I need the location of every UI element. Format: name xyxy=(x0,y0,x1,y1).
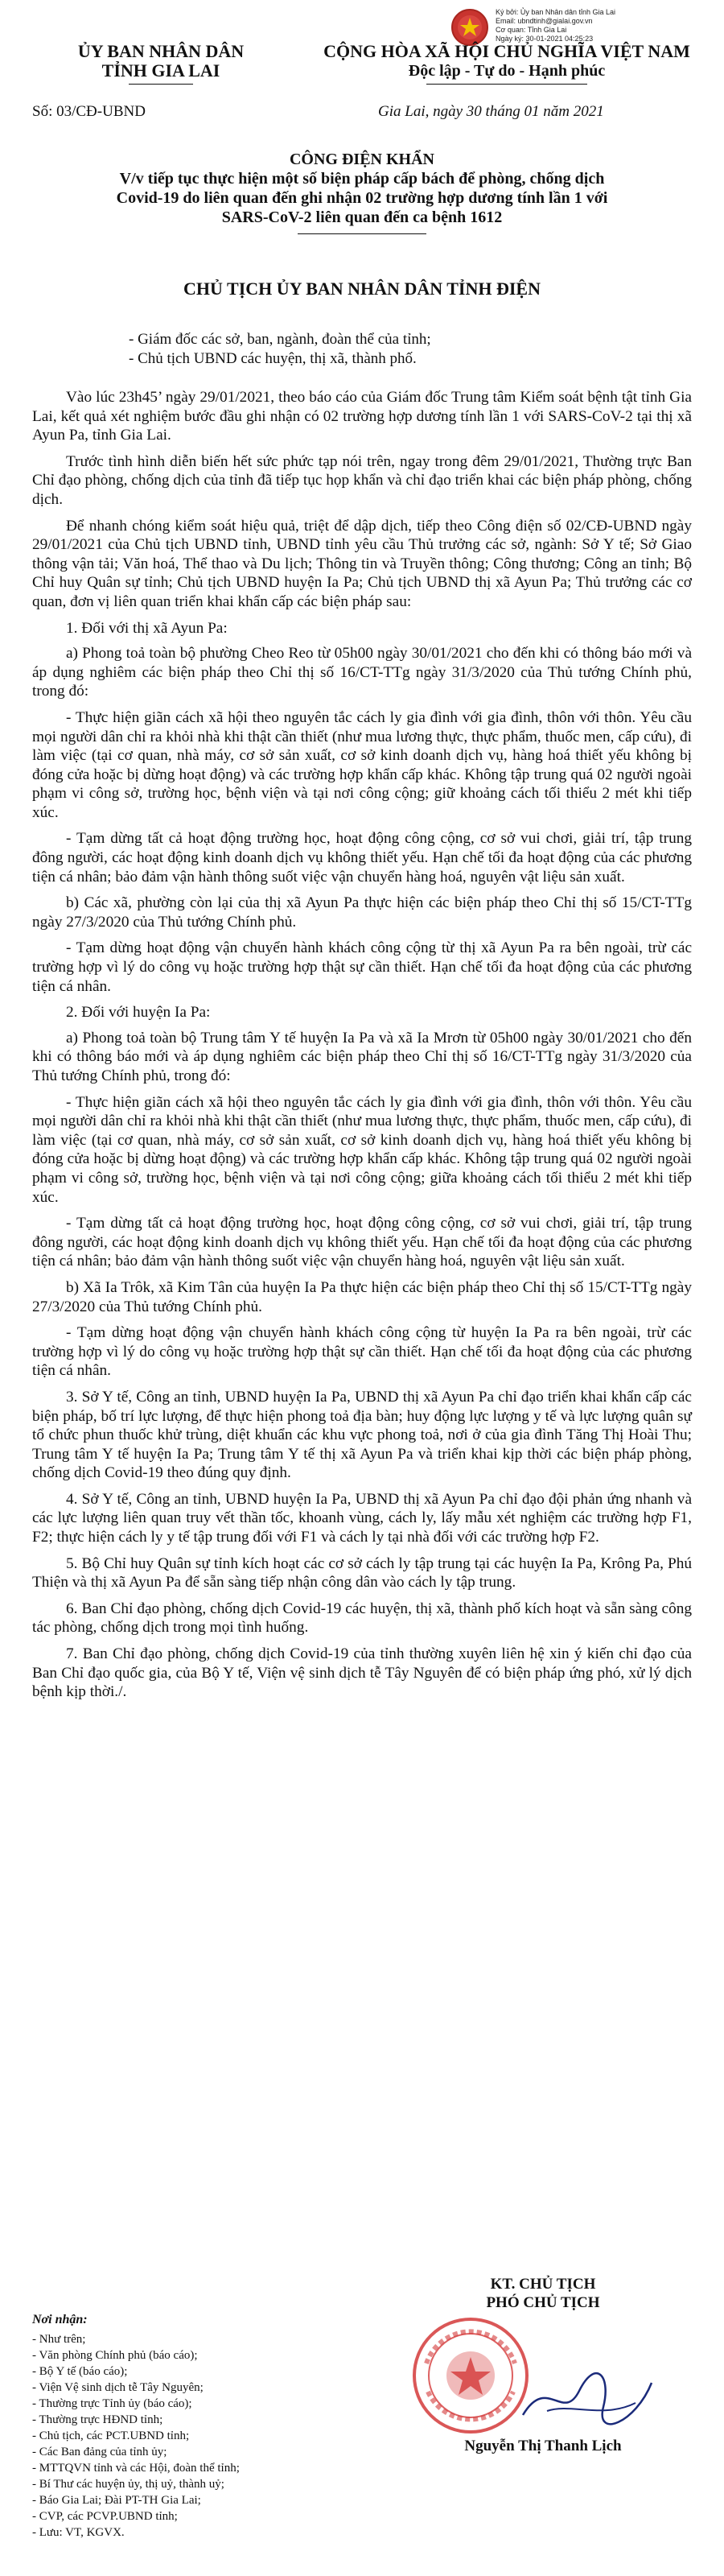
agency-name: ỦY BAN NHÂN DÂN xyxy=(77,41,245,61)
document-number: Số: 03/CĐ-UBND xyxy=(32,103,146,120)
signature-line: Ký bởi: Ủy ban Nhân dân tỉnh Gia Lai xyxy=(496,8,615,16)
title-type: CÔNG ĐIỆN KHẨN xyxy=(289,151,434,168)
receiver-item: - Thường trực Tỉnh ủy (báo cáo); xyxy=(32,2397,192,2410)
body-paragraph: a) Phong toả toàn bộ Trung tâm Y tế huyện Ia Pa và xã Ia Mrơn từ 05h00 ngày 30/01/2021 cho đến khi có thông báo mới và áp dụng nghiêm các biện pháp theo Chỉ thị số 16/CT-TTg ngày 31/3/2020 của Thủ tướng Chính phủ, trong đó: xyxy=(32,1029,692,1084)
section-heading: 2. Đối với huyện Ia Pa: xyxy=(66,1004,211,1022)
recipients xyxy=(129,330,431,369)
signature-line: Ngày ký: 30-01-2021 04:25:23 xyxy=(496,35,594,43)
divider xyxy=(298,233,426,234)
agency-header xyxy=(32,42,290,85)
body-paragraph: - Thực hiện giãn cách xã hội theo nguyên tắc cách ly gia đình với gia đình, thôn với thôn. Yêu cầu mọi người dân chỉ ra khỏi nhà khi thật cần thiết (như mua lương thực, thực phẩm, thuốc men, cấp cứu), đi làm việc (tại cơ quan, nhà máy, cơ sở sản xuất, cơ sở kinh doanh dịch vụ, hàng hoá thiết yếu không bị đóng cửa hoặc bị dừng hoạt động) và các trường hợp khẩn cấp khác. Không tập trung quá 02 người ngoài phạm vi công sở, trường học, bệnh viện và tại nơi công cộng; giữ khoảng cách tối thiểu 2 mét khi tiếp xúc. xyxy=(32,708,692,821)
divider xyxy=(426,84,587,85)
body-paragraph: - Tạm dừng tất cả hoạt động trường học, hoạt động công cộng, cơ sở vui chơi, giải trí, tập trung đông người, các hoạt động kinh doanh dịch vụ không thiết yếu. Hạn chế tối đa hoạt động của các phương tiện cá nhân; bảo đảm vận hành thông suốt việc vận chuyển hàng hoá, nguyên vật liệu sản xuất. xyxy=(32,1215,692,1270)
body-paragraph: - Thực hiện giãn cách xã hội theo nguyên tắc cách ly gia đình với gia đình, thôn với thôn. Yêu cầu mọi người dân chỉ ra khỏi nhà khi thật cần thiết (như mua lương thực, thực phẩm, thuốc men, cấp cứu), đi làm việc (tại cơ quan, nhà máy, cơ sở sản xuất, cơ sở kinh doanh dịch vụ, hàng hoá thiết yếu không bị đóng cửa hoặc bị dừng hoạt động) và các trường hợp khẩn cấp khác. Không tập trung quá 02 người ngoài phạm vi công sở, trường học, bệnh viện và tại nơi công cộng; giữa khoảng cách tối thiểu 2 mét khi tiếp xúc. xyxy=(32,1093,692,1206)
body-paragraph: 6. Ban Chỉ đạo phòng, chống dịch Covid-19 các huyện, thị xã, thành phố kích hoạt và sẵn sàng công tác phòng, chống dịch trong mọi tình huống. xyxy=(32,1600,692,1637)
body-paragraph: b) Xã Ia Trôk, xã Kim Tân của huyện Ia Pa thực hiện các biện pháp theo Chỉ thị số 15/CT-TTg ngày 27/3/2020 của Thủ tướng Chính phủ. xyxy=(32,1278,692,1315)
title-subject-line: Covid-19 do liên quan đến ghi nhận 02 trường hợp dương tính lần 1 với xyxy=(116,189,608,207)
body-paragraph: Vào lúc 23h45’ ngày 29/01/2021, theo báo cáo của Giám đốc Trung tâm Kiểm soát bệnh tật tỉnh Gia Lai, kết quả xét nghiệm bước đầu ghi nhận có 02 trường hợp dương tính lần 1 với SARS-CoV-2 tại thị xã Ayun Pa, tỉnh Gia Lai. xyxy=(32,389,692,444)
receiver-item: - Chủ tịch, các PCT.UBND tỉnh; xyxy=(32,2429,190,2442)
agency-province: TỈNH GIA LAI xyxy=(101,60,220,80)
document-body xyxy=(32,388,692,1709)
receiver-item: - Bộ Y tế (báo cáo); xyxy=(32,2365,128,2378)
receiver-item: - Các Ban đảng của tỉnh ủy; xyxy=(32,2446,167,2458)
body-paragraph: b) Các xã, phường còn lại của thị xã Ayun Pa thực hiện các biện pháp theo Chỉ thị số 15/CT-TTg ngày 27/3/2020 của Thủ tướng Chính phủ. xyxy=(32,894,692,931)
receiver-item: - CVP, các PCVP.UBND tỉnh; xyxy=(32,2510,178,2523)
place-date: Gia Lai, ngày 30 tháng 01 năm 2021 xyxy=(378,103,604,120)
section-heading: 1. Đối với thị xã Ayun Pa: xyxy=(66,619,228,637)
recipient-item: - Giám đốc các sở, ban, ngành, đoàn thể của tỉnh; xyxy=(129,331,431,348)
nation-name: CỘNG HÒA XÃ HỘI CHỦ NGHĨA VIỆT NAM xyxy=(323,41,690,61)
receivers-title: Nơi nhận: xyxy=(32,2313,88,2326)
body-paragraph: Trước tình hình diễn biến hết sức phức tạp nói trên, ngay trong đêm 29/01/2021, Thường trực Ban Chỉ đạo phòng, chống dịch của tỉnh đã tiếp tục họp khẩn và chỉ đạo triển khai các biện pháp phòng, chống dịch. xyxy=(32,452,692,508)
body-paragraph: - Tạm dừng hoạt động vận chuyển hành khách công cộng từ thị xã Ayun Pa ra bên ngoài, trừ các trường hợp vì lý do công vụ hoặc trường hợp thật sự cần thiết. Hạn chế tối đa hoạt động của các phương tiện cá nhân. xyxy=(32,939,692,995)
body-paragraph: 3. Sở Y tế, Công an tỉnh, UBND huyện Ia Pa, UBND thị xã Ayun Pa chỉ đạo triển khai khẩn cấp các biện pháp, bố trí lực lượng, để thực hiện phong toả địa bàn; huy động lực lượng y tế và lực lượng quân sự tổ chức phun thuốc khử trùng, diệt khuẩn các khu vực phong toả, nơi ở của gia đình Tăng Thị Hoài Thu; Trung tâm Y tế huyện Ia Pa; Trung tâm Y tế thị xã Ayun Pa và triển khai kịp thời các biện pháp phòng, chống dịch Covid-19 theo đúng quy định. xyxy=(32,1388,692,1482)
divider xyxy=(129,84,193,85)
signature-block xyxy=(378,2275,708,2312)
receiver-item: - MTTQVN tỉnh và các Hội, đoàn thể tỉnh; xyxy=(32,2462,240,2475)
title-subject-line: V/v tiếp tục thực hiện một số biện pháp cấp bách để phòng, chống dịch xyxy=(119,170,605,188)
document-title xyxy=(48,150,676,234)
receiver-item: - Như trên; xyxy=(32,2333,86,2346)
sender: CHỦ TỊCH ỦY BAN NHÂN DÂN TỈNH ĐIỆN xyxy=(183,279,541,299)
receivers-list xyxy=(32,2312,354,2541)
signer-name: Nguyễn Thị Thanh Lịch xyxy=(464,2438,622,2454)
body-paragraph: 7. Ban Chỉ đạo phòng, chống dịch Covid-19 của tỉnh thường xuyên liên hệ xin ý kiến chỉ đạo của Ban Chỉ đạo quốc gia, của Bộ Y tế, Viện vệ sinh dịch tễ Tây Nguyên để có biện pháp ứng phó, xử lý dịch bệnh kịp thời./. xyxy=(32,1645,692,1701)
receiver-item: - Lưu: VT, KGVX. xyxy=(32,2526,125,2539)
body-paragraph: 5. Bộ Chỉ huy Quân sự tỉnh kích hoạt các cơ sở cách ly tập trung tại các huyện Ia Pa, Krông Pa, Phú Thiện và thị xã Ayun Pa để sẵn sàng tiếp nhận công dân vào cách ly tập trung. xyxy=(32,1554,692,1591)
receiver-item: - Viện Vệ sinh dịch tễ Tây Nguyên; xyxy=(32,2381,204,2394)
signature-line: Cơ quan: Tỉnh Gia Lai xyxy=(496,26,567,34)
signature-position: PHÓ CHỦ TỊCH xyxy=(486,2294,600,2311)
nation-header xyxy=(306,42,708,85)
body-paragraph: a) Phong toả toàn bộ phường Cheo Reo từ 05h00 ngày 30/01/2021 cho đến khi có thông báo mới và áp dụng nghiêm các biện pháp theo Chỉ thị số 16/CT-TTg ngày 31/3/2020 của Thủ tướng Chính phủ, trong đó: xyxy=(32,645,692,700)
receiver-item: - Văn phòng Chính phủ (báo cáo); xyxy=(32,2349,198,2362)
receiver-item: - Thường trực HĐND tỉnh; xyxy=(32,2413,163,2426)
signature-title: KT. CHỦ TỊCH xyxy=(490,2276,596,2293)
official-seal-icon xyxy=(410,2315,531,2436)
recipient-item: - Chủ tịch UBND các huyện, thị xã, thành phố. xyxy=(129,350,417,367)
handwritten-signature-icon xyxy=(515,2367,660,2431)
nation-motto: Độc lập - Tự do - Hạnh phúc xyxy=(408,62,606,80)
body-paragraph: - Tạm dừng tất cả hoạt động trường học, hoạt động công cộng, cơ sở vui chơi, giải trí, tập trung đông người, các hoạt động kinh doanh dịch vụ không thiết yếu. Hạn chế tối đa hoạt động của các phương tiện cá nhân; bảo đảm vận hành thông suốt việc vận chuyển hàng hoá, nguyên vật liệu sản xuất. xyxy=(32,830,692,886)
body-paragraph: Để nhanh chóng kiểm soát hiệu quả, triệt để dập dịch, tiếp theo Công điện số 02/CĐ-UBND ngày 29/01/2021 của Chủ tịch UBND tỉnh, UBND tỉnh yêu cầu Thủ trưởng các sở, ngành: Sở Y tế; Sở Giao thông vận tải; Văn hoá, Thể thao và Du lịch; Thông tin và Truyền thông; Công thương; Công an tỉnh; Bộ Chỉ huy Quân sự tỉnh; Chủ tịch UBND huyện Ia Pa; Chủ tịch UBND thị xã Ayun Pa; Thủ trưởng các cơ quan, đơn vị liên quan triển khai khẩn cấp các biện pháp sau: xyxy=(32,517,692,610)
receiver-item: - Báo Gia Lai; Đài PT-TH Gia Lai; xyxy=(32,2494,201,2507)
title-subject-line: SARS-CoV-2 liên quan đến ca bệnh 1612 xyxy=(221,208,503,226)
digital-signature-text xyxy=(496,8,615,43)
body-paragraph: 4. Sở Y tế, Công an tỉnh, UBND huyện Ia Pa, UBND thị xã Ayun Pa chỉ đạo đội phản ứng nhanh và các lực lượng liên quan truy vết thần tốc, khoanh vùng, cách ly, lấy mẫu xét nghiệm các trường hợp F1, F2; thực hiện cách ly y tế tập trung đối với F1 và cách ly tại nhà đối với các trường hợp F2. xyxy=(32,1490,692,1546)
body-paragraph: - Tạm dừng hoạt động vận chuyển hành khách công cộng từ huyện Ia Pa ra bên ngoài, trừ các trường hợp vì lý do công vụ hoặc trường hợp thật sự cần thiết. Hạn chế tối đa hoạt động của các phương tiện cá nhân. xyxy=(32,1324,692,1380)
receiver-item: - Bí Thư các huyện ủy, thị uỷ, thành uỷ; xyxy=(32,2478,224,2491)
signature-line: Email: ubndtinh@gialai.gov.vn xyxy=(496,17,593,25)
